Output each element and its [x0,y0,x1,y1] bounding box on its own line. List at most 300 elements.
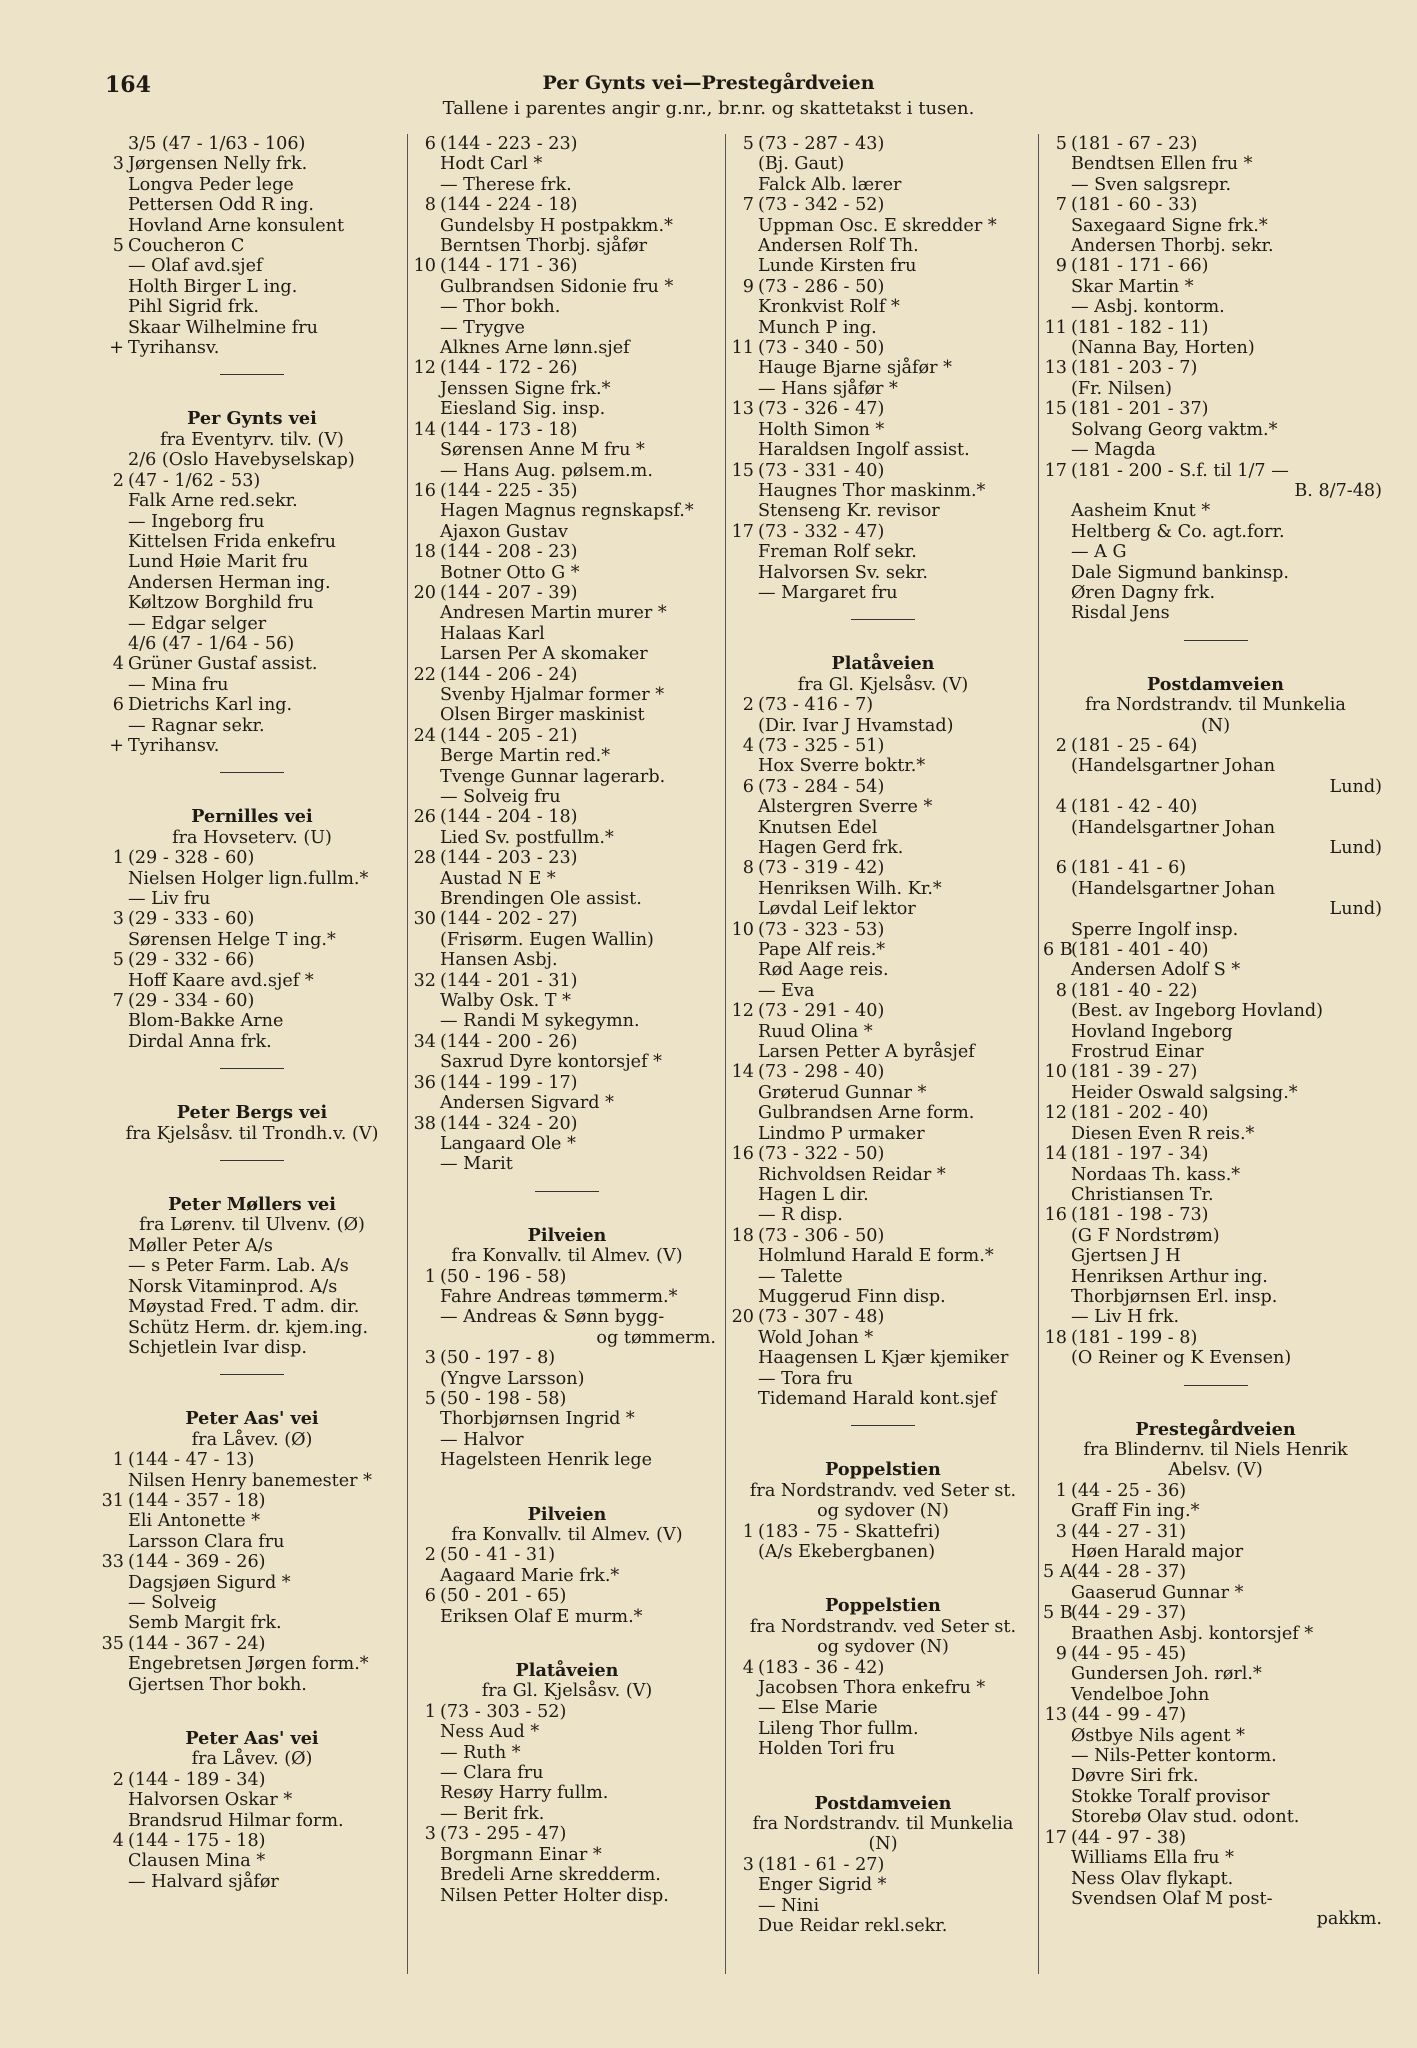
entry-text: Tvenge Gunnar lagerarb. [440,766,666,787]
directory-entry [100,1675,404,1695]
entry-text: Holmlund Harald E form.* [758,1246,994,1267]
entry-text: (G F Nordstrøm) [1071,1225,1220,1246]
entry-text: Ruud Olina * [758,1021,873,1042]
directory-entry [730,1267,1036,1287]
house-number: + [109,338,124,359]
entry-text: Stenseng Kr. revisor [758,501,940,522]
directory-entry [1043,583,1388,603]
entry-text: Lindmo P urmaker [758,1123,925,1144]
directory-entry [1043,1103,1388,1123]
directory-entry [1043,522,1388,542]
street-extent: fra Låvev. (Ø) [191,1429,313,1450]
entry-text: (73 - 322 - 50) [758,1144,885,1165]
directory-entry [412,1783,722,1803]
directory-entry [1043,1726,1388,1746]
entry-text: Gaaserud Gunnar * [1071,1582,1244,1603]
entry-text: Blom-Bakke Arne [128,1011,284,1032]
directory-entry [412,256,722,276]
entry-text: Pettersen Odd R ing. [128,195,314,216]
entry-text: (Handelsgartner Johan [1071,756,1276,777]
entry-text: Lied Sv. postfullm.* [440,827,614,848]
entry-text: Larsson Clara fru [128,1531,285,1552]
entry-text: Hagen L dir. [758,1184,869,1205]
directory-entry [412,1566,722,1586]
directory-entry [730,1389,1036,1409]
entry-text: (73 - 298 - 40) [758,1062,885,1083]
directory-entry [100,1552,404,1572]
directory-entry [100,552,404,572]
directory-entry [100,175,404,195]
directory-entry [100,195,404,215]
directory-entry [730,1875,1036,1895]
entry-text: (144 - 225 - 35) [440,480,578,501]
house-number: 17 [731,521,754,542]
house-number: 6 [1055,858,1067,879]
entry-text: Diesen Even R reis.* [1071,1123,1255,1144]
entry-text: Dale Sigmund bankinsp. [1071,562,1289,583]
entry-text: Fahre Andreas tømmerm.* [440,1286,678,1307]
directory-entry [412,236,722,256]
street-heading: Poppelstien [825,1459,941,1481]
directory-entry [1043,797,1388,817]
street-heading: Postdamveien [814,1792,952,1814]
entry-text: (73 - 307 - 48) [758,1307,885,1328]
entry-text: (144 - 206 - 24) [440,664,578,685]
house-number: 8 [1055,980,1067,1001]
house-number: 24 [413,725,436,746]
house-number: 3 [112,154,124,175]
directory-entry [412,277,722,297]
street-heading: Peter Bergs vei [176,1102,328,1124]
directory-entry [100,930,404,950]
house-number: 18 [1044,1327,1067,1348]
entry-text: (29 - 332 - 66) [128,950,255,971]
entry-text: — Liv fru [128,889,211,909]
directory-entry [412,1865,722,1885]
directory-entry [1043,358,1388,378]
directory-entry [730,1307,1036,1327]
entry-text: (181 - 202 - 40) [1071,1103,1209,1124]
entry-text: Holden Tori fru [758,1739,896,1760]
directory-entry [100,909,404,929]
house-number: 8 [742,858,754,879]
house-number: 26 [413,807,436,828]
entry-text: (73 - 319 - 42) [758,858,885,879]
house-number: 4 [742,1657,754,1678]
entry-text: Holth Birger L ing. [128,276,298,297]
entry-text: Williams Ella fru * [1071,1848,1234,1869]
entry-text: Sørensen Anne M fru * [440,440,645,461]
entry-text: Gjertsen J H [1071,1246,1181,1267]
directory-entry [730,1042,1036,1062]
house-number: 4 [112,654,124,675]
directory-entry [100,532,404,552]
entry-text: Eiesland Sig. insp. [440,399,606,420]
house-number: 5 [742,134,754,154]
section-separator [851,619,915,620]
directory-entry [730,818,1036,838]
directory-entry [730,236,1036,256]
directory-entry [100,1450,404,1470]
house-number: 1 [112,848,124,869]
directory-entry [1043,1328,1388,1348]
entry-text: (73 - 306 - 50) [758,1225,885,1246]
directory-entry [1043,1481,1388,1501]
directory-entry [412,1369,722,1389]
directory-entry [730,920,1036,940]
directory-entry [1043,1287,1388,1307]
entry-text: (44 - 28 - 37) [1071,1562,1187,1583]
directory-entry [730,338,1036,358]
directory-entry [412,1389,722,1409]
directory-entry [100,675,404,695]
house-number: 5 [424,1388,436,1409]
directory-entry [412,746,722,766]
entry-text: 2/6 (Oslo Havebyselskap) [128,450,355,471]
entry-text: (44 - 29 - 37) [1071,1603,1187,1624]
directory-entry [100,1318,404,1338]
house-number: 11 [731,338,754,359]
entry-text: Austad N E * [440,868,556,889]
directory-entry [100,716,404,736]
directory-entry [1043,1124,1388,1144]
street-extent: fra Hovseterv. (U) [172,827,332,848]
directory-entry [100,216,404,236]
directory-entry [730,716,1036,736]
directory-entry [730,756,1036,776]
directory-entry [1043,1348,1388,1368]
entry-text: (44 - 25 - 36) [1071,1480,1187,1501]
entry-text: (44 - 27 - 31) [1071,1521,1187,1542]
entry-text: Berntsen Thorbj. sjåfør [440,236,647,257]
house-number: 3 [424,1824,436,1845]
directory-entry [1043,1542,1388,1562]
house-number: 5 [112,950,124,971]
entry-text: — Randi M sykegymn. [440,1011,640,1032]
entry-text: Hox Sverre boktr.* [758,756,926,777]
entry-text: Nilsen Henry banemester * [128,1470,372,1491]
entry-text: Berge Martin red.* [440,746,611,767]
house-number: 20 [413,582,436,603]
directory-entry [412,420,722,440]
house-number: 4 [742,735,754,756]
directory-entry [412,1824,722,1844]
directory-entry [412,1409,722,1429]
entry-text: Larsen Petter A byråsjef [758,1042,975,1063]
directory-entry [1043,236,1388,256]
entry-text: (144 - 201 - 31) [440,970,578,991]
directory-entry [100,491,404,511]
directory-entry [1043,1042,1388,1062]
directory-entry [730,1144,1036,1164]
house-number: 16 [1044,1205,1067,1226]
entry-text: Saxrud Dyre kontorsjef * [440,1052,662,1073]
directory-entry [412,1763,722,1783]
directory-entry [1043,1226,1388,1246]
house-number: 3 [742,1854,754,1875]
entry-text: Semb Margit frk. [128,1613,282,1634]
house-number: 18 [731,1225,754,1246]
directory-entry [412,154,722,174]
entry-text: Henriksen Wilh. Kr.* [758,878,942,899]
entry-text: Vendelboe John [1071,1684,1210,1705]
entry-text: Brendingen Ole assist. [440,889,642,910]
entry-text: (50 - 196 - 58) [440,1266,567,1287]
entry-text: (144 - 189 - 34) [128,1769,266,1790]
entry-text: — Thor bokh. [440,297,561,318]
house-number: 10 [1044,1062,1067,1083]
entry-text: Pihl Sigrid frk. [128,297,260,318]
entry-text: (144 - 199 - 17) [440,1072,578,1093]
street-heading: Postdamveien [1147,673,1284,695]
entry-text: Stokke Toralf provisor [1071,1786,1270,1807]
entry-text: Halaas Karl [440,623,545,644]
entry-text: — Ragnar sekr. [128,715,265,736]
directory-entry [412,848,722,868]
directory-entry [412,134,722,154]
directory-entry [1043,1746,1388,1766]
directory-entry [730,1001,1036,1021]
entry-text: Grøterud Gunnar * [758,1082,927,1103]
entry-continuation: Lund) [1329,899,1382,920]
directory-entry [730,1022,1036,1042]
entry-text: (144 - 205 - 21) [440,725,578,746]
entry-text: (181 - 40 - 22) [1071,980,1198,1001]
house-number: 2 [424,1545,436,1566]
directory-entry [730,1698,1036,1718]
entry-text: — Ruth * [440,1742,521,1763]
directory-entry [1043,981,1388,1001]
house-number: 4 [112,1831,124,1852]
house-number: 2 [112,470,124,491]
entry-text: Nielsen Holger lign.fullm.* [128,868,369,889]
house-number: 14 [1044,1144,1067,1165]
entry-text: (181 - 42 - 40) [1071,797,1198,818]
entry-text: Richvoldsen Reidar * [758,1164,946,1185]
entry-text: — Liv H frk. [1071,1307,1180,1328]
directory-entry [412,1886,722,1906]
entry-text: Hodt Carl * [440,154,543,175]
entry-text: (144 - 200 - 26) [440,1031,578,1052]
directory-entry [412,318,722,338]
street-extent: fra Eventyrv. tilv. (V) [160,429,344,450]
directory-entry [412,991,722,1011]
entry-text: (181 - 41 - 6) [1071,858,1187,879]
directory-entry [412,971,722,991]
entry-text: Uppman Osc. E skredder * [758,215,997,236]
street-heading: Pernilles vei [191,806,313,828]
entry-text: Hansen Asbj. [440,950,558,971]
entry-text: Enger Sigrid * [758,1875,887,1896]
directory-entry [412,522,722,542]
entry-text: Aagaard Marie frk.* [440,1565,620,1586]
entry-text: Nilsen Petter Holter disp. [440,1885,669,1906]
directory-entry [412,583,722,603]
house-number: 17 [1044,460,1067,481]
entry-text: (73 - 323 - 53) [758,919,885,940]
directory-entry [1043,1022,1388,1042]
column-3 [730,134,1036,2034]
house-number: 20 [731,1307,754,1328]
house-number: 13 [731,399,754,420]
directory-entry [1043,1267,1388,1287]
directory-entry [730,277,1036,297]
entry-text: Brandsrud Hilmar form. [128,1810,344,1831]
directory-entry [412,1722,722,1742]
directory-entry [412,685,722,705]
directory-entry [730,420,1036,440]
street-heading: Per Gynts vei [187,408,317,430]
entry-text: Øren Dagny frk. [1071,582,1216,603]
directory-entry [412,1052,722,1072]
entry-text: — Edgar selger [128,613,267,634]
directory-entry [730,440,1036,460]
directory-entry [730,195,1036,215]
directory-entry [412,1348,722,1368]
entry-text: (144 - 171 - 36) [440,256,578,277]
directory-entry [730,501,1036,521]
directory-entry [100,1872,404,1892]
street-heading: Pilveien [527,1224,607,1246]
directory-entry [100,736,404,756]
directory-entry [730,1165,1036,1185]
house-number: 1 [424,1701,436,1722]
directory-entry [100,593,404,613]
entry-text: Møller Peter A/s [128,1235,273,1256]
directory-entry [730,1185,1036,1205]
directory-entry [730,1287,1036,1307]
entry-text: (73 - 325 - 51) [758,735,885,756]
entry-text: (144 - 47 - 13) [128,1450,255,1471]
entry-text: (144 - 224 - 18) [440,195,578,216]
directory-entry [1043,1848,1388,1868]
directory-entry [412,950,722,970]
directory-entry [1043,1246,1388,1266]
street-heading: Prestegårdveien [1135,1418,1296,1440]
directory-entry [1043,1889,1388,1909]
entry-text: Dietrichs Karl ing. [128,695,293,716]
directory-entry [1043,399,1388,419]
entry-text: (44 - 95 - 45) [1071,1644,1187,1665]
house-number: 5 [112,236,124,257]
entry-text: Halvorsen Sv. sekr. [758,562,929,583]
directory-entry [412,1093,722,1113]
street-extent: fra Lørenv. til Ulvenv. (Ø) [139,1215,365,1236]
directory-entry [730,1678,1036,1698]
directory-entry [730,1205,1036,1225]
directory-entry [730,542,1036,562]
directory-entry [730,1062,1036,1082]
entry-text: Alknes Arne lønn.sjef [440,338,630,359]
entry-text: — Sven salgsrepr. [1071,174,1232,195]
entry-text: Jacobsen Thora enkefru * [758,1678,986,1699]
entry-text: Langaard Ole * [440,1133,576,1154]
directory-entry [412,930,722,950]
entry-text: (29 - 328 - 60) [128,848,255,869]
entry-text: Svenby Hjalmar former * [440,684,665,705]
directory-entry [1043,1624,1388,1644]
entry-text: Walby Osk. T * [440,991,571,1012]
entry-text: (73 - 284 - 54) [758,776,885,797]
directory-entry [730,297,1036,317]
directory-entry [730,736,1036,756]
directory-entry [1043,756,1388,776]
directory-entry [412,563,722,583]
directory-entry [1043,175,1388,195]
section-separator [220,374,284,375]
directory-entry [730,154,1036,174]
directory-entry [1043,318,1388,338]
directory-entry [730,777,1036,797]
house-number: 28 [413,848,436,869]
entry-text: (Nanna Bay, Horten) [1071,338,1255,359]
directory-entry [412,624,722,644]
directory-entry [412,726,722,746]
entry-text: Borgmann Einar * [440,1844,602,1865]
directory-entry [730,1855,1036,1875]
directory-entry [100,950,404,970]
entry-text: (73 - 326 - 47) [758,399,885,420]
entry-text: Dirdal Anna frk. [128,1031,272,1052]
entry-text: (29 - 334 - 60) [128,991,255,1012]
entry-text: (144 - 204 - 18) [440,807,578,828]
directory-entry [412,399,722,419]
entry-text: Hauge Bjarne sjåfør * [758,358,952,379]
entry-text: Gulbrandsen Arne form. [758,1103,975,1124]
directory-entry [730,960,1036,980]
entry-text: Haagensen L Kjær kjemiker [758,1348,1009,1369]
entry-text: (Handelsgartner Johan [1071,817,1276,838]
entry-text: Engebretsen Jørgen form.* [128,1654,369,1675]
entry-text: (Fr. Nilsen) [1071,378,1173,399]
entry-text: Gulbrandsen Sidonie fru * [440,276,674,297]
house-number: 5 A [1043,1562,1073,1583]
entry-text: Wold Johan * [758,1327,874,1348]
entry-text: (181 - 401 - 40) [1071,940,1209,961]
directory-entry [730,175,1036,195]
entry-text: Hovland Arne konsulent [128,215,345,236]
entry-text: (144 - 357 - 18) [128,1490,266,1511]
entry-text: Tyrihansv. [128,338,220,359]
house-number: 13 [1044,358,1067,379]
entry-text: Haraldsen Ingolf assist. [758,440,970,461]
section-separator [535,1191,599,1192]
directory-entry [730,695,1036,715]
directory-entry [100,1532,404,1552]
entry-text: Ness Aud * [440,1722,540,1743]
street-extent: fra Konvallv. til Almev. (V) [451,1525,683,1545]
entry-text: Andresen Martin murer * [440,603,667,624]
entry-text: — Tora fru [758,1368,853,1389]
directory-entry [100,1256,404,1276]
entry-text: Hagen Magnus regnskapsf.* [440,501,694,522]
directory-entry [730,1522,1036,1542]
entry-text: Lileng Thor fullm. [758,1718,919,1739]
directory-entry [100,256,404,276]
entry-text: Aasheim Knut * [1071,501,1211,522]
directory-entry [412,1702,722,1722]
entry-text: (Yngve Larsson) [440,1368,585,1389]
entry-text: 4/6 (47 - 1/64 - 56) [128,633,295,654]
house-number: 34 [413,1031,436,1052]
directory-entry [412,1430,722,1450]
directory-entry [412,1845,722,1865]
entry-text: — Solveig fru [440,787,561,807]
house-number: 5 [1055,134,1067,154]
directory-entry [730,1328,1036,1348]
directory-entry [1043,563,1388,583]
directory-entry [1043,1562,1388,1582]
